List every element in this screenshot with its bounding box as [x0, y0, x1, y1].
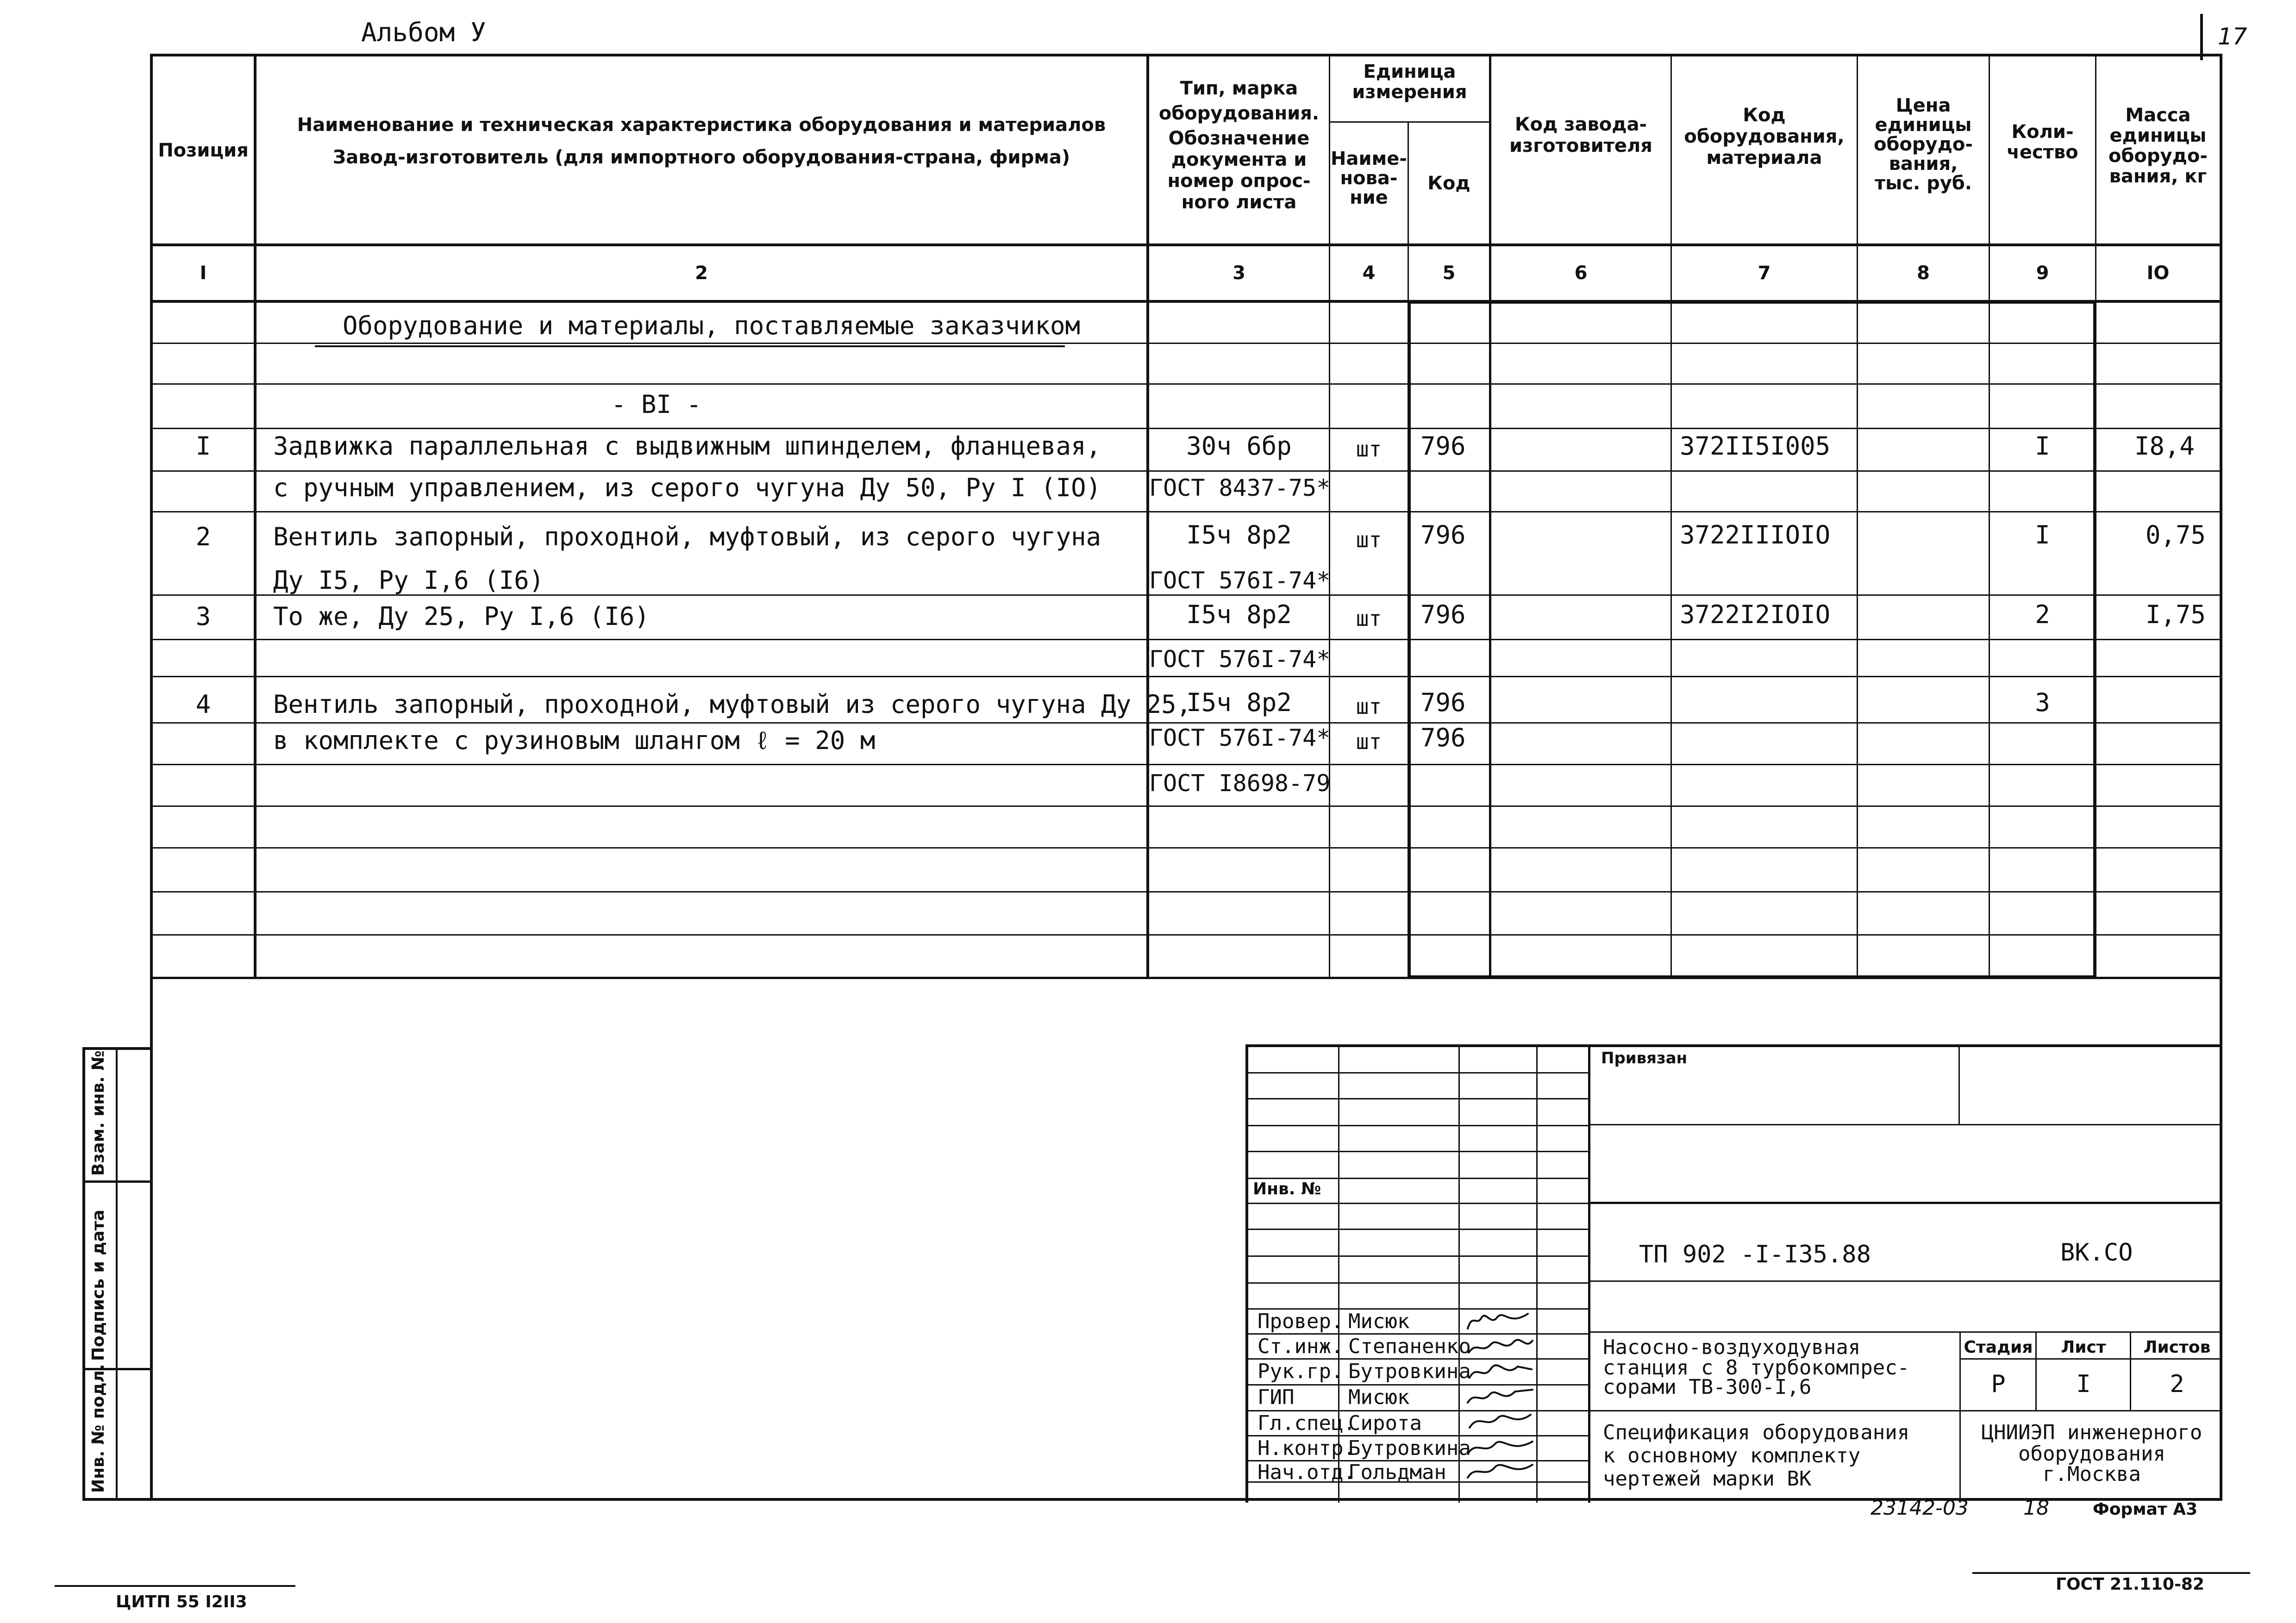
signer-name: Бутровкина	[1348, 1360, 1471, 1383]
signer-role: Нач.отд.	[1257, 1461, 1356, 1484]
subsection-label: - BI -	[611, 390, 702, 419]
signer-role: Рук.гр.	[1257, 1360, 1344, 1383]
page-number: 18	[2023, 1496, 2049, 1520]
side-label-vzam: Взам. инв. №	[89, 1050, 108, 1176]
sheet-value: I	[2076, 1370, 2091, 1398]
signer-name: Сирота	[1348, 1411, 1422, 1435]
signer-role: Провер.	[1257, 1310, 1344, 1333]
inv-no-label: Инв. №	[1253, 1180, 1321, 1199]
signer-role: Ст.инж.	[1257, 1335, 1344, 1358]
side-label-podpis: Подпись и дата	[89, 1210, 108, 1361]
handwritten-signatures	[1463, 1308, 1536, 1484]
sheet-corner-number: 17	[2218, 23, 2247, 50]
doc-title: чертежей марки ВК	[1603, 1467, 1812, 1491]
sheet-label: Лист	[2061, 1338, 2106, 1357]
corner-divider	[2200, 14, 2203, 60]
side-label-inv: Инв. № подл.	[89, 1364, 108, 1493]
doc-title: к основному комплекту	[1603, 1444, 1861, 1467]
sheets-value: 2	[2170, 1370, 2184, 1398]
gost-label: ГОСТ 21.110-82	[2056, 1575, 2205, 1594]
album-label: Альбом У	[361, 18, 486, 48]
doc-mark: ВК.СО	[2060, 1239, 2133, 1267]
stage-label: Стадия	[1964, 1338, 2033, 1357]
sheets-label: Листов	[2143, 1338, 2211, 1357]
header-name-line1: Наименование и техническая характеристика оборудования и материалов	[297, 114, 1106, 136]
stage-value: Р	[1991, 1370, 2006, 1398]
object-title: сорами ТВ-300-I,6	[1603, 1375, 1812, 1399]
signer-name: Мисюк	[1348, 1310, 1410, 1333]
signer-name: Гольдман	[1348, 1461, 1446, 1484]
archive-number: 23142-03	[1871, 1496, 1969, 1520]
signer-name: Бутровкина	[1348, 1436, 1471, 1460]
signer-role: Гл.спец.	[1257, 1411, 1356, 1435]
citp-label: ЦИТП 55 I2II3	[116, 1592, 247, 1611]
section-title: Оборудование и материалы, поставляемые заказчиком	[343, 311, 1081, 340]
org-name: ЦНИИЭП инженерного	[1981, 1421, 2202, 1444]
object-title: Насосно-воздуходувная	[1603, 1336, 1861, 1359]
signer-name: Степаненко	[1348, 1335, 1471, 1358]
signer-name: Мисюк	[1348, 1386, 1410, 1409]
org-city: г.Москва	[2043, 1462, 2141, 1486]
doc-code: ТП 902 -I-I35.88	[1639, 1241, 1871, 1268]
header-position: Позиция	[158, 140, 249, 161]
org-name: оборудования	[2018, 1442, 2165, 1466]
doc-title: Спецификация оборудования	[1603, 1421, 1910, 1444]
object-title: станция с 8 турбокомпрес-	[1603, 1356, 1910, 1380]
format-label: Формат А3	[2093, 1500, 2198, 1519]
signer-role: Н.контр.	[1257, 1436, 1356, 1460]
privyazan-label: Привязан	[1601, 1049, 1688, 1067]
signer-role: ГИП	[1257, 1386, 1295, 1409]
header-name-line2: Завод-изготовитель (для импортного оборудования-страна, фирма)	[332, 147, 1070, 168]
